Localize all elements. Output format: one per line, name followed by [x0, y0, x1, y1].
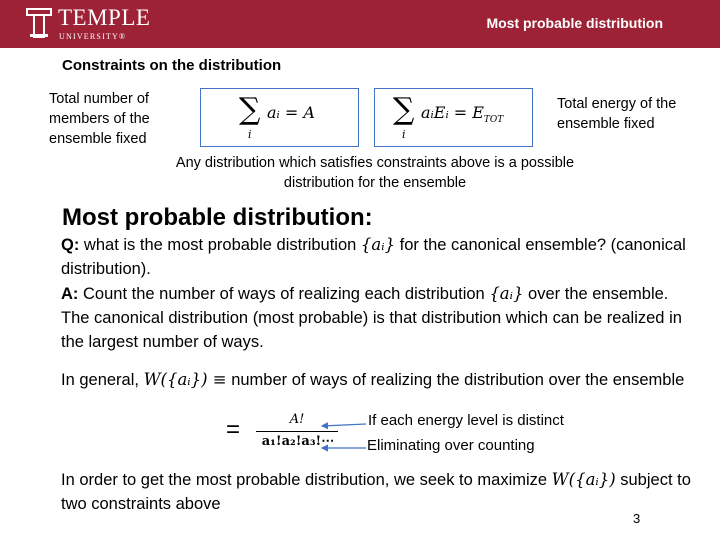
sum-symbol: ∑: [239, 92, 261, 127]
section-title: Most probable distribution:: [62, 204, 373, 231]
final-text-1: In order to get the most probable distribution, we seek to maximize: [61, 471, 552, 489]
answer-paragraph: [61, 282, 701, 354]
answer-label: A:: [61, 285, 79, 303]
question-text-2: for the canonical ensemble? (canonical distribution).: [61, 236, 686, 278]
w-function: W({aᵢ}): [551, 470, 616, 489]
left-note: Total number of members of the ensemble fixed: [49, 91, 150, 147]
constraint-equation-1: [200, 88, 359, 147]
page-number: 3: [633, 511, 641, 526]
logo-name: TEMPLE: [58, 5, 151, 30]
arrow-to-numerator: [322, 424, 366, 426]
distribution-set: {aᵢ}: [489, 284, 524, 303]
final-text-2: subject to two constraints above: [61, 471, 691, 513]
distribution-set: {aᵢ}: [360, 235, 396, 254]
constraints-title: Constraints on the distribution: [62, 57, 282, 74]
equation-expression: [421, 103, 503, 125]
overcounting-note: Eliminating over counting: [367, 437, 535, 454]
formula-denominator: a₁!a₂!a₃!⋯: [261, 434, 335, 449]
general-paragraph: [61, 368, 701, 392]
maximize-paragraph: [61, 468, 701, 516]
question-paragraph: [61, 233, 701, 281]
equation-text: aᵢEᵢ = E: [421, 103, 484, 122]
constraint-equation-2: [374, 88, 533, 147]
distinct-level-note: If each energy level is distinct: [368, 412, 564, 429]
sum-index: i: [248, 128, 252, 141]
temple-logo: [26, 6, 166, 44]
equals-sign: =: [226, 416, 241, 443]
header-title: Most probable distribution: [486, 15, 663, 31]
formula-numerator: A!: [289, 412, 305, 427]
question-label: Q:: [61, 236, 80, 254]
right-note: Total energy of the ensemble fixed: [557, 96, 677, 132]
equation-subscript: TOT: [483, 115, 504, 126]
answer-text-1: Count the number of ways of realizing each distribution: [78, 285, 490, 303]
general-text-1: In general,: [61, 371, 144, 389]
header-banner: [0, 0, 720, 48]
question-text-1: what is the most probable distribution: [79, 236, 361, 254]
annotation-arrows: [318, 416, 372, 456]
possible-distribution-note: Any distribution which satisfies constraints above is a possible distribution for the ensemble: [175, 155, 575, 191]
general-text-2: number of ways of realizing the distribution over the ensemble: [226, 371, 685, 389]
logo-subtitle: UNIVERSITY®: [59, 32, 127, 41]
sum-symbol: ∑: [393, 92, 415, 127]
answer-text-2: over the ensemble. The canonical distribution (most probable) is that distribution which can be realized in the largest number of ways.: [61, 285, 682, 351]
equation-expression: aᵢ = A: [267, 103, 315, 122]
w-function: W({aᵢ}) ≡: [143, 370, 227, 389]
sum-index: i: [402, 128, 406, 141]
temple-t-icon: [26, 8, 52, 38]
